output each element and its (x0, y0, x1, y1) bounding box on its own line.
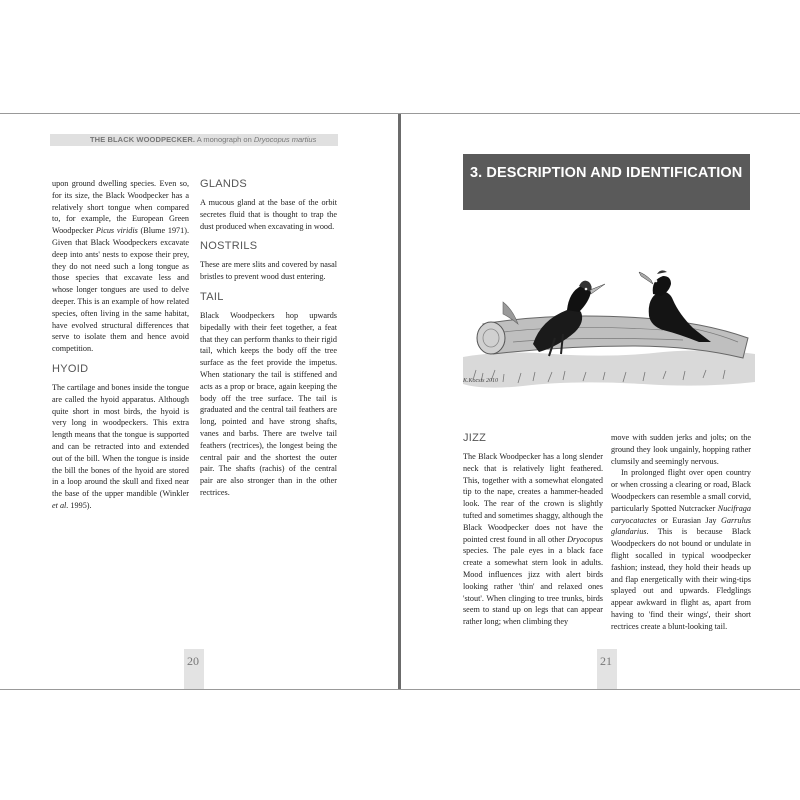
hyoid-heading: HYOID (52, 362, 89, 375)
flight-paragraph (611, 467, 751, 632)
glands-heading: GLANDS (200, 178, 248, 190)
illustration-signature: K.Kocsis 2010 (463, 378, 499, 384)
jizz-genus-name: Dryocopus (567, 534, 603, 544)
running-head-species: Dryocopus martius (253, 135, 317, 144)
intro-text-a: upon ground dwelling species. Even so, for its size, the Black Woodpecker has a relatively short tongue when compared to, for example, the European Green Woodpecker (52, 179, 189, 236)
flight-text-c: . This is because Black Woodpeckers do not bound or undulate in flight socalled in typical woodpecker fashion; instead, they hold their heads up and flap energetically with their wing-tips splayed out and upwards. Fledglings appear awkward in flight as, apart from having to 'find their wings', their short rectrices create a blunt-looking tail. (611, 527, 751, 631)
intro-paragraph (52, 178, 189, 355)
jay-species-name: Garrulus glandarius (611, 515, 751, 537)
nostrils-heading: NOSTRILS (200, 240, 258, 253)
hyoid-text-b: 1995). (68, 500, 92, 510)
intro-text-b: (Blume 1971). Given that Black Woodpeckers excavate deep into ants' nests to expose their prey, they do not need such a long tongue as those species that excavate less and whose longer tongues are used to delve deeper. This is an example of how related species, often living in the same habitat, have evolved structural differences that serve to isolate them and hence avoid competition. (52, 226, 189, 354)
chapter-title: 3. DESCRIPTION AND IDENTIFICATION (463, 154, 750, 210)
book-spread (0, 113, 800, 690)
right-column-1 (463, 432, 603, 628)
flight-text-a: In prolonged flight over open country or when crossing a clearing or road, Black Woodpeckers can resemble a small corvid, particularly Spotted Nutcracker (611, 468, 751, 513)
running-head-subtitle: A monograph on (195, 135, 254, 144)
left-page (0, 114, 398, 689)
intro-species-name: Picus viridis (95, 226, 138, 236)
left-column-1 (52, 178, 189, 512)
hyoid-text-a: The cartilage and bones inside the tongue are called the hyoid apparatus. Although quite short in most birds, the hyoid is very long in woodpeckers. This extra length means that the tongue is supported and can be retracted into and extended out of the bill. When the tongue is inside the bill the bones of the hyoid are stored in a loop around the skull and fixed near the base of the upper mandible (Winkler (52, 382, 189, 499)
running-head-title: THE BLACK WOODPECKER. (90, 135, 196, 144)
hyoid-paragraph (52, 382, 189, 512)
flight-text-b: or Eurasian Jay (656, 515, 721, 525)
tail-heading: TAIL (200, 290, 224, 303)
hyoid-text-etal: et al. (52, 500, 69, 510)
black-woodpeckers-illustration (463, 262, 755, 412)
page-number-left: 20 (187, 654, 199, 668)
page-number-right: 21 (600, 654, 612, 668)
right-column-2 (611, 432, 751, 633)
tail-paragraph: Black Woodpeckers hop upwards bipedally with their feet together, a feat that they can perform thanks to their rigid tail, which keeps the body off the tree surface as the feet provide the impetus. When stationary the tail is stiffened and acts as a prop or brace, again keeping the body off the tree surface. The tail is graduated and the central tail feathers are long, pointed and have strong shafts, vanes and barbs. There are twelve tail feathers (rectrices), the longest being the central pair and the shortest the outer pair. The shafts (rachis) of the central pair are also stronger than in the other rectrices. (200, 310, 337, 497)
jizz-paragraph (463, 451, 603, 628)
right-page (401, 114, 800, 689)
left-column-2 (200, 178, 337, 499)
running-head (50, 134, 338, 146)
jizz-text-b: species. The pale eyes in a black face create a somewhat stern look in adults. Mood influences jizz with alert birds looking rather 'thin' and relaxed ones 'stout'. When clinging to tree trunks, birds seem to stand up on legs that can appear rather long; when climbing they (463, 546, 603, 627)
jizz-text-a: The Black Woodpecker has a long slender neck that is relatively light feathered. This, together with a somewhat elongated tip to the nape, creates a hammer-headed look. The rear of the crown is slightly tufted and sometimes shaggy, although the Black Woodpecker does not have the pointed crest found in all other (463, 452, 603, 544)
movement-paragraph: move with sudden jerks and jolts; on the ground they look ungainly, hopping rather clumsily and seemingly nervous. (611, 433, 751, 466)
nostrils-paragraph: These are mere slits and covered by nasal bristles to prevent wood dust entering. (200, 260, 337, 282)
jizz-heading: JIZZ (463, 432, 487, 444)
glands-paragraph: A mucous gland at the base of the orbit secretes fluid that is thought to trap the dust produced when excavating in wood. (200, 198, 337, 231)
nutcracker-species-name: Nucifraga caryocatactes (611, 503, 751, 525)
